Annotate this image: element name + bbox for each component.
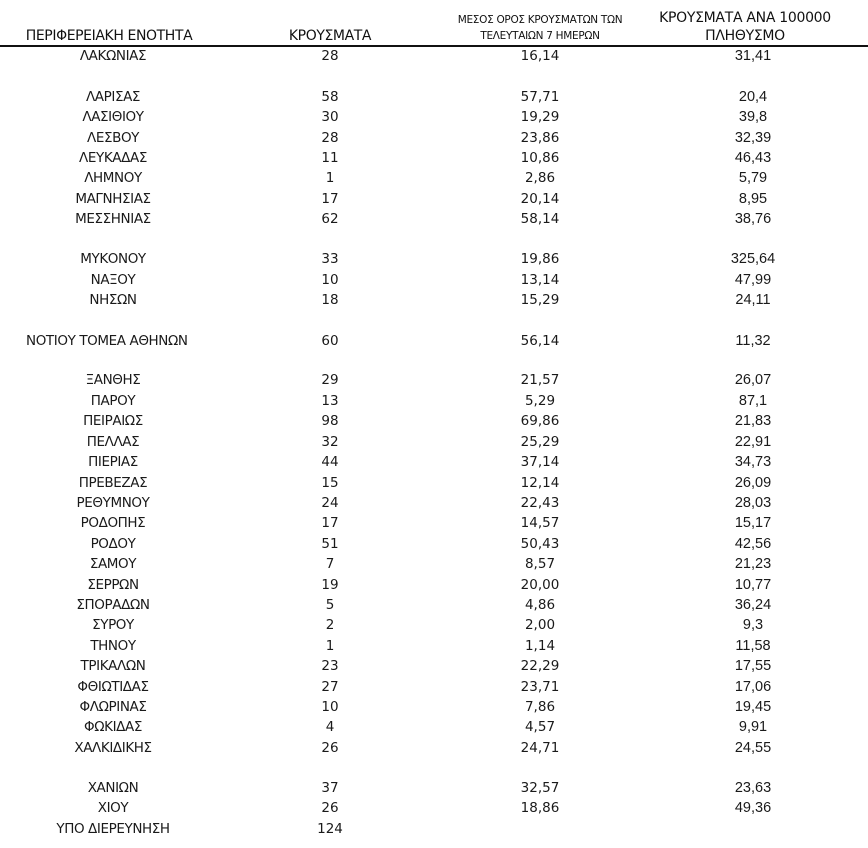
region-cell: ΝΟΤΙΟΥ ΤΟΜΕΑ ΑΘΗΝΩΝ — [26, 333, 188, 349]
avg7-cell: 15,29 — [520, 292, 560, 308]
avg7-cell: 1,14 — [524, 638, 556, 654]
region-cell: ΠΡΕΒΕΖΑΣ — [78, 475, 148, 491]
per100k-cell: 26,07 — [734, 372, 772, 388]
per100k-cell: 10,77 — [734, 577, 772, 593]
cases-cell: 19 — [321, 577, 339, 593]
region-cell: ΣΥΡΟΥ — [92, 617, 134, 633]
table-row — [0, 48, 868, 68]
cases-cell: 1 — [325, 638, 335, 654]
avg7-cell: 2,00 — [524, 617, 556, 633]
per100k-cell: 15,17 — [734, 515, 772, 531]
cases-cell: 44 — [321, 454, 339, 470]
avg7-cell: 57,71 — [520, 89, 560, 105]
avg7-cell: 12,14 — [520, 475, 560, 491]
cases-cell: 10 — [321, 272, 339, 288]
per100k-cell: 11,32 — [735, 333, 771, 349]
region-cell: ΧΑΛΚΙΔΙΚΗΣ — [74, 740, 152, 756]
avg7-cell: 8,57 — [524, 556, 556, 572]
table-row — [0, 800, 868, 820]
cases-cell: 62 — [321, 211, 339, 227]
cases-cell: 1 — [325, 170, 335, 186]
avg7-cell: 7,86 — [524, 699, 556, 715]
table-row — [0, 109, 868, 129]
cases-cell: 98 — [321, 413, 339, 429]
table-row — [0, 577, 868, 597]
cases-cell: 7 — [325, 556, 335, 572]
per100k-cell: 46,43 — [734, 150, 772, 166]
cases-cell: 60 — [321, 333, 339, 349]
cases-cell: 17 — [321, 191, 339, 207]
avg7-cell: 37,14 — [520, 454, 560, 470]
avg7-cell: 2,86 — [524, 170, 556, 186]
table-row — [0, 495, 868, 515]
table-row — [0, 170, 868, 190]
cases-cell: 29 — [321, 372, 339, 388]
per100k-cell: 9,3 — [742, 617, 764, 633]
avg7-cell: 56,14 — [520, 333, 560, 349]
table-row — [0, 740, 868, 760]
cases-cell: 33 — [321, 251, 339, 267]
cases-cell: 2 — [325, 617, 335, 633]
header-region: ΠΕΡΙΦΕΡΕΙΑΚΗ ΕΝΟΤΗΤΑ — [25, 28, 193, 44]
cases-cell: 27 — [321, 679, 339, 695]
region-cell: ΛΑΣΙΘΙΟΥ — [82, 109, 144, 125]
per100k-cell: 17,06 — [734, 679, 772, 695]
region-cell: ΜΥΚΟΝΟΥ — [80, 251, 146, 267]
table-row — [0, 780, 868, 800]
cases-cell: 23 — [321, 658, 339, 674]
per100k-cell: 49,36 — [734, 800, 772, 816]
table-row — [0, 393, 868, 413]
table-row — [0, 699, 868, 719]
region-cell: ΤΗΝΟΥ — [90, 638, 136, 654]
per100k-cell: 21,23 — [734, 556, 772, 572]
table-row — [0, 597, 868, 617]
per100k-cell: 21,83 — [734, 413, 772, 429]
table-row — [0, 515, 868, 535]
per100k-cell: 9,91 — [738, 719, 768, 735]
region-cell: ΛΗΜΝΟΥ — [84, 170, 142, 186]
region-cell: ΣΠΟΡΑΔΩΝ — [76, 597, 150, 613]
cases-cell: 26 — [321, 800, 339, 816]
table-row — [0, 251, 868, 271]
header-avg7-line2: ΤΕΛΕΥΤΑΙΩΝ 7 ΗΜΕΡΩΝ — [480, 30, 600, 42]
cases-cell: 26 — [321, 740, 339, 756]
avg7-cell: 19,29 — [520, 109, 560, 125]
region-cell: ΠΕΛΛΑΣ — [86, 434, 140, 450]
cases-cell: 4 — [325, 719, 335, 735]
per100k-cell: 28,03 — [734, 495, 772, 511]
region-cell: ΠΑΡΟΥ — [90, 393, 136, 409]
cases-cell: 28 — [321, 130, 339, 146]
per100k-cell: 36,24 — [734, 597, 772, 613]
table-row — [0, 536, 868, 556]
per100k-cell: 325,64 — [730, 251, 776, 267]
region-cell: ΦΩΚΙΔΑΣ — [84, 719, 142, 735]
region-cell: ΞΑΝΘΗΣ — [85, 372, 141, 388]
region-cell: ΡΟΔΟΥ — [90, 536, 136, 552]
region-cell: ΣΕΡΡΩΝ — [87, 577, 139, 593]
region-cell: ΠΙΕΡΙΑΣ — [88, 454, 138, 470]
cases-cell: 28 — [321, 48, 339, 64]
table-row — [0, 475, 868, 495]
avg7-cell: 32,57 — [520, 780, 560, 796]
per100k-cell: 22,91 — [734, 434, 772, 450]
header-per100k-line1: ΚΡΟΥΣΜΑΤΑ ΑΝΑ 100000 — [659, 10, 831, 26]
cases-cell: 11 — [321, 150, 339, 166]
table-row — [0, 211, 868, 231]
table-row — [0, 191, 868, 211]
header-cases: ΚΡΟΥΣΜΑΤΑ — [288, 28, 372, 44]
avg7-cell: 4,86 — [524, 597, 556, 613]
table-row — [0, 454, 868, 474]
region-cell: ΛΑΡΙΣΑΣ — [85, 89, 141, 105]
region-cell: ΣΑΜΟΥ — [89, 556, 137, 572]
region-cell: ΝΗΣΩΝ — [89, 292, 137, 308]
per100k-cell: 23,63 — [734, 780, 772, 796]
avg7-cell: 50,43 — [520, 536, 560, 552]
cases-cell: 37 — [321, 780, 339, 796]
avg7-cell: 23,71 — [520, 679, 560, 695]
cases-cell: 17 — [321, 515, 339, 531]
table-row — [0, 150, 868, 170]
region-cell: ΡΕΘΥΜΝΟΥ — [76, 495, 150, 511]
avg7-cell: 69,86 — [520, 413, 560, 429]
cases-cell: 124 — [317, 821, 343, 837]
table-row — [0, 658, 868, 678]
avg7-cell: 5,29 — [524, 393, 556, 409]
table-row — [0, 556, 868, 576]
header-per100k — [650, 9, 840, 45]
avg7-cell: 13,14 — [520, 272, 560, 288]
table-row — [0, 130, 868, 150]
avg7-cell: 23,86 — [520, 130, 560, 146]
per100k-cell: 8,95 — [738, 191, 768, 207]
region-cell: ΜΑΓΝΗΣΙΑΣ — [75, 191, 151, 207]
avg7-cell: 58,14 — [520, 211, 560, 227]
avg7-cell: 22,43 — [520, 495, 560, 511]
region-cell: ΦΘΙΩΤΙΔΑΣ — [77, 679, 149, 695]
per100k-cell: 19,45 — [734, 699, 772, 715]
region-cell: ΤΡΙΚΑΛΩΝ — [80, 658, 146, 674]
header-avg7-line1: ΜΕΣΟΣ ΟΡΟΣ ΚΡΟΥΣΜΑΤΩΝ ΤΩΝ — [457, 14, 623, 26]
table-row — [0, 679, 868, 699]
region-cell: ΡΟΔΟΠΗΣ — [80, 515, 146, 531]
cases-cell: 32 — [321, 434, 339, 450]
table-row — [0, 719, 868, 739]
avg7-cell: 16,14 — [520, 48, 560, 64]
per100k-cell: 31,41 — [734, 48, 772, 64]
avg7-cell: 4,57 — [524, 719, 556, 735]
cases-cell: 15 — [321, 475, 339, 491]
per100k-cell: 24,55 — [734, 740, 772, 756]
per100k-cell: 38,76 — [734, 211, 772, 227]
per100k-cell: 26,09 — [734, 475, 772, 491]
avg7-cell: 24,71 — [520, 740, 560, 756]
table-row — [0, 617, 868, 637]
per100k-cell: 87,1 — [738, 393, 768, 409]
avg7-cell: 21,57 — [520, 372, 560, 388]
avg7-cell: 19,86 — [520, 251, 560, 267]
region-cell: ΛΕΣΒΟΥ — [86, 130, 140, 146]
avg7-cell: 14,57 — [520, 515, 560, 531]
avg7-cell: 22,29 — [520, 658, 560, 674]
header-avg7 — [420, 12, 660, 44]
table-row — [0, 292, 868, 312]
table-row — [0, 638, 868, 658]
cases-cell: 18 — [321, 292, 339, 308]
per100k-cell: 5,79 — [738, 170, 768, 186]
table-row — [0, 372, 868, 392]
cases-cell: 10 — [321, 699, 339, 715]
region-cell: ΧΑΝΙΩΝ — [87, 780, 139, 796]
table-row — [0, 333, 868, 353]
per100k-cell: 47,99 — [734, 272, 772, 288]
region-cell: ΠΕΙΡΑΙΩΣ — [83, 413, 143, 429]
region-cell: ΥΠΟ ΔΙΕΡΕΥΝΗΣΗ — [56, 821, 170, 837]
avg7-cell: 10,86 — [520, 150, 560, 166]
region-cell: ΜΕΣΣΗΝΙΑΣ — [75, 211, 151, 227]
table-row — [0, 272, 868, 292]
header-per100k-line2: ΠΛΗΘΥΣΜΟ — [705, 28, 785, 44]
region-cell: ΝΑΞΟΥ — [90, 272, 136, 288]
cases-cell: 58 — [321, 89, 339, 105]
region-cell: ΛΑΚΩΝΙΑΣ — [79, 48, 147, 64]
cases-cell: 13 — [321, 393, 339, 409]
avg7-cell: 20,14 — [520, 191, 560, 207]
cases-cell: 24 — [321, 495, 339, 511]
per100k-cell: 34,73 — [734, 454, 772, 470]
per100k-cell: 39,8 — [738, 109, 768, 125]
region-cell: ΦΛΩΡΙΝΑΣ — [79, 699, 147, 715]
table-row — [0, 413, 868, 433]
region-cell: ΛΕΥΚΑΔΑΣ — [79, 150, 147, 166]
cases-cell: 30 — [321, 109, 339, 125]
table-row — [0, 434, 868, 454]
per100k-cell: 42,56 — [734, 536, 772, 552]
table-row — [0, 89, 868, 109]
per100k-cell: 11,58 — [735, 638, 771, 654]
cases-cell: 51 — [321, 536, 339, 552]
per100k-cell: 17,55 — [734, 658, 772, 674]
header-divider — [0, 45, 868, 47]
per100k-cell: 32,39 — [734, 130, 772, 146]
cases-cell: 5 — [325, 597, 335, 613]
avg7-cell: 25,29 — [520, 434, 560, 450]
region-cell: ΧΙΟΥ — [97, 800, 129, 816]
per100k-cell: 24,11 — [735, 292, 771, 308]
per100k-cell: 20,4 — [738, 89, 768, 105]
table-row — [0, 821, 868, 841]
avg7-cell: 18,86 — [520, 800, 560, 816]
avg7-cell: 20,00 — [520, 577, 560, 593]
